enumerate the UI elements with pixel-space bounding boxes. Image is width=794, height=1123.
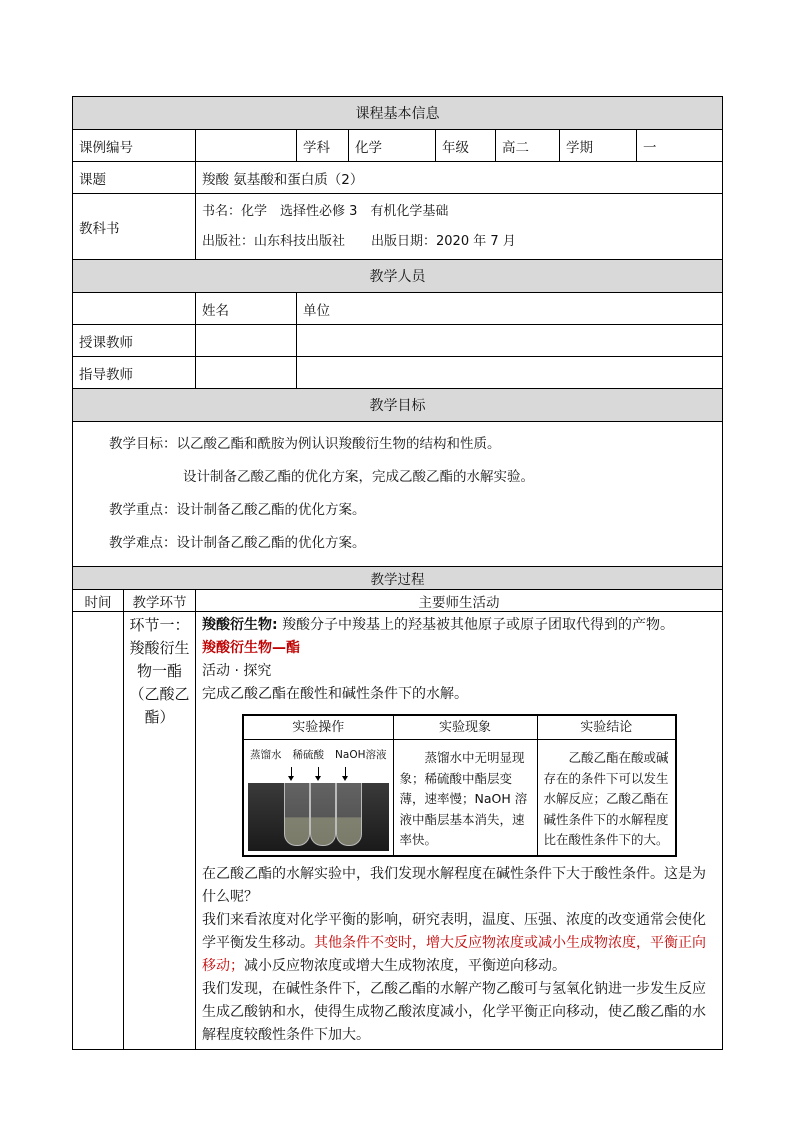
key-point: 教学重点：设计制备乙酸乙酯的优化方案。: [109, 502, 366, 518]
topic-value: 羧酸 氨基酸和蛋白质（2）: [196, 162, 723, 194]
difficulty: 教学难点：设计制备乙酸乙酯的优化方案。: [109, 535, 366, 551]
col-stage: 教学环节: [124, 590, 196, 612]
textbook-label: 教科书: [73, 194, 196, 260]
activity-cell: [196, 612, 723, 1050]
staff-corner: [73, 293, 196, 325]
exp-col-phenomenon: 实验现象: [393, 715, 537, 740]
goal-line-2: 设计制备乙酸乙酯的优化方案，完成乙酸乙酯的水解实验。: [183, 469, 534, 485]
experiment-table: [242, 714, 677, 857]
mentor-unit: [297, 357, 723, 389]
definition-line: [202, 614, 716, 637]
section-staff: 教学人员: [73, 260, 723, 293]
label-water: 蒸馏水: [250, 749, 282, 761]
paragraph-2-highlight: 其他条件不变时，增大反应物浓度或减小生成物浓度，平衡正向移动；: [202, 935, 706, 974]
col-time: 时间: [73, 590, 124, 612]
arrow-down-icon: [291, 767, 292, 779]
lesson-plan: [72, 96, 722, 1050]
experiment-table-wrap: [242, 714, 716, 857]
col-activity: 主要师生活动: [196, 590, 723, 612]
test-tube-icon: [310, 783, 336, 846]
subject-label: 学科: [297, 130, 349, 162]
activity-label: 活动 · 探究: [202, 663, 272, 679]
experiment-conclusion: 乙酸乙酯在酸或碱存在的条件下可以发生水解反应；乙酸乙酯在碱性条件下的水解程度比在酸性条件下的大。: [537, 740, 676, 857]
course-code-label: 课例编号: [73, 130, 196, 162]
goal-line-1: 教学目标：以乙酸乙酯和酰胺为例认识羧酸衍生物的结构和性质。: [109, 436, 501, 452]
paragraph-2-b: 减小反应物浓度或增大生成物浓度，平衡逆向移动。: [244, 958, 566, 974]
term-value: 一: [637, 130, 723, 162]
subject-value: 化学: [349, 130, 436, 162]
teacher-name: [196, 325, 297, 357]
term-label: 学期: [560, 130, 637, 162]
section-process: 教学过程: [73, 567, 723, 590]
arrow-down-icon: [318, 767, 319, 779]
definition-text: 羧酸分子中羧基上的羟基被其他原子或原子团取代得到的产物。: [282, 617, 675, 633]
experiment-photo: [243, 740, 393, 857]
photo-arrows: [248, 767, 389, 781]
exp-col-operation: 实验操作: [243, 715, 393, 740]
teacher-unit: [297, 325, 723, 357]
grade-label: 年级: [436, 130, 496, 162]
mentor-label: 指导教师: [73, 357, 196, 389]
textbook-publisher: 出版社：山东科技出版社 出版日期：2020 年 7 月: [202, 233, 516, 249]
teacher-label: 授课教师: [73, 325, 196, 357]
paragraph-2: [202, 909, 716, 978]
definition-term: 羧酸衍生物: [202, 617, 272, 633]
textbook-name: 书名：化学 选择性必修 3 有机化学基础: [202, 203, 449, 219]
arrow-down-icon: [345, 767, 346, 779]
exp-col-conclusion: 实验结论: [537, 715, 676, 740]
lesson-plan-table: [72, 96, 723, 1050]
test-tube-icon: [284, 783, 310, 846]
section-basic-info: 课程基本信息: [73, 97, 723, 130]
course-code-value: [196, 130, 297, 162]
name-header: 姓名: [196, 293, 297, 325]
grade-value: 高二: [496, 130, 560, 162]
textbook-info: [196, 194, 723, 260]
section-goals: 教学目标: [73, 389, 723, 422]
label-sulfuric-acid: 稀硫酸: [292, 749, 325, 761]
test-tube-icon: [336, 783, 362, 846]
activity-task: 完成乙酸乙酯在酸性和碱性条件下的水解。: [202, 686, 468, 702]
test-tubes-image: [248, 783, 389, 851]
label-naoh: NaOH溶液: [335, 749, 387, 761]
definition-colon: :: [272, 617, 278, 633]
topic-label: 课题: [73, 162, 196, 194]
stage-cell: 环节一：羧酸衍生物一酯（乙酸乙酯）: [124, 612, 196, 1050]
goals-body: [73, 422, 723, 567]
ester-subheading: 羧酸衍生物—酯: [202, 640, 300, 656]
paragraph-3: 我们发现，在碱性条件下，乙酸乙酯的水解产物乙酸可与氢氧化钠进一步发生反应生成乙酸钠和水，使得生成物乙酸浓度减小，化学平衡正向移动，使乙酸乙酯的水解程度较酸性条件下加大。: [202, 981, 706, 1043]
mentor-name: [196, 357, 297, 389]
paragraph-1: 在乙酸乙酯的水解实验中，我们发现水解程度在碱性条件下大于酸性条件。这是为什么呢？: [202, 866, 706, 905]
unit-header: 单位: [297, 293, 723, 325]
paragraph-2-a: 我们来看浓度对化学平衡的影响，研究表明，温度、压强、浓度的改变通常会使化学平衡发生移动。: [202, 912, 706, 951]
experiment-phenomenon: 蒸馏水中无明显现象；稀硫酸中酯层变薄，速率慢；NaOH 溶液中酯层基本消失，速率快。: [393, 740, 537, 857]
photo-labels: [248, 744, 389, 767]
time-cell: [73, 612, 124, 1050]
